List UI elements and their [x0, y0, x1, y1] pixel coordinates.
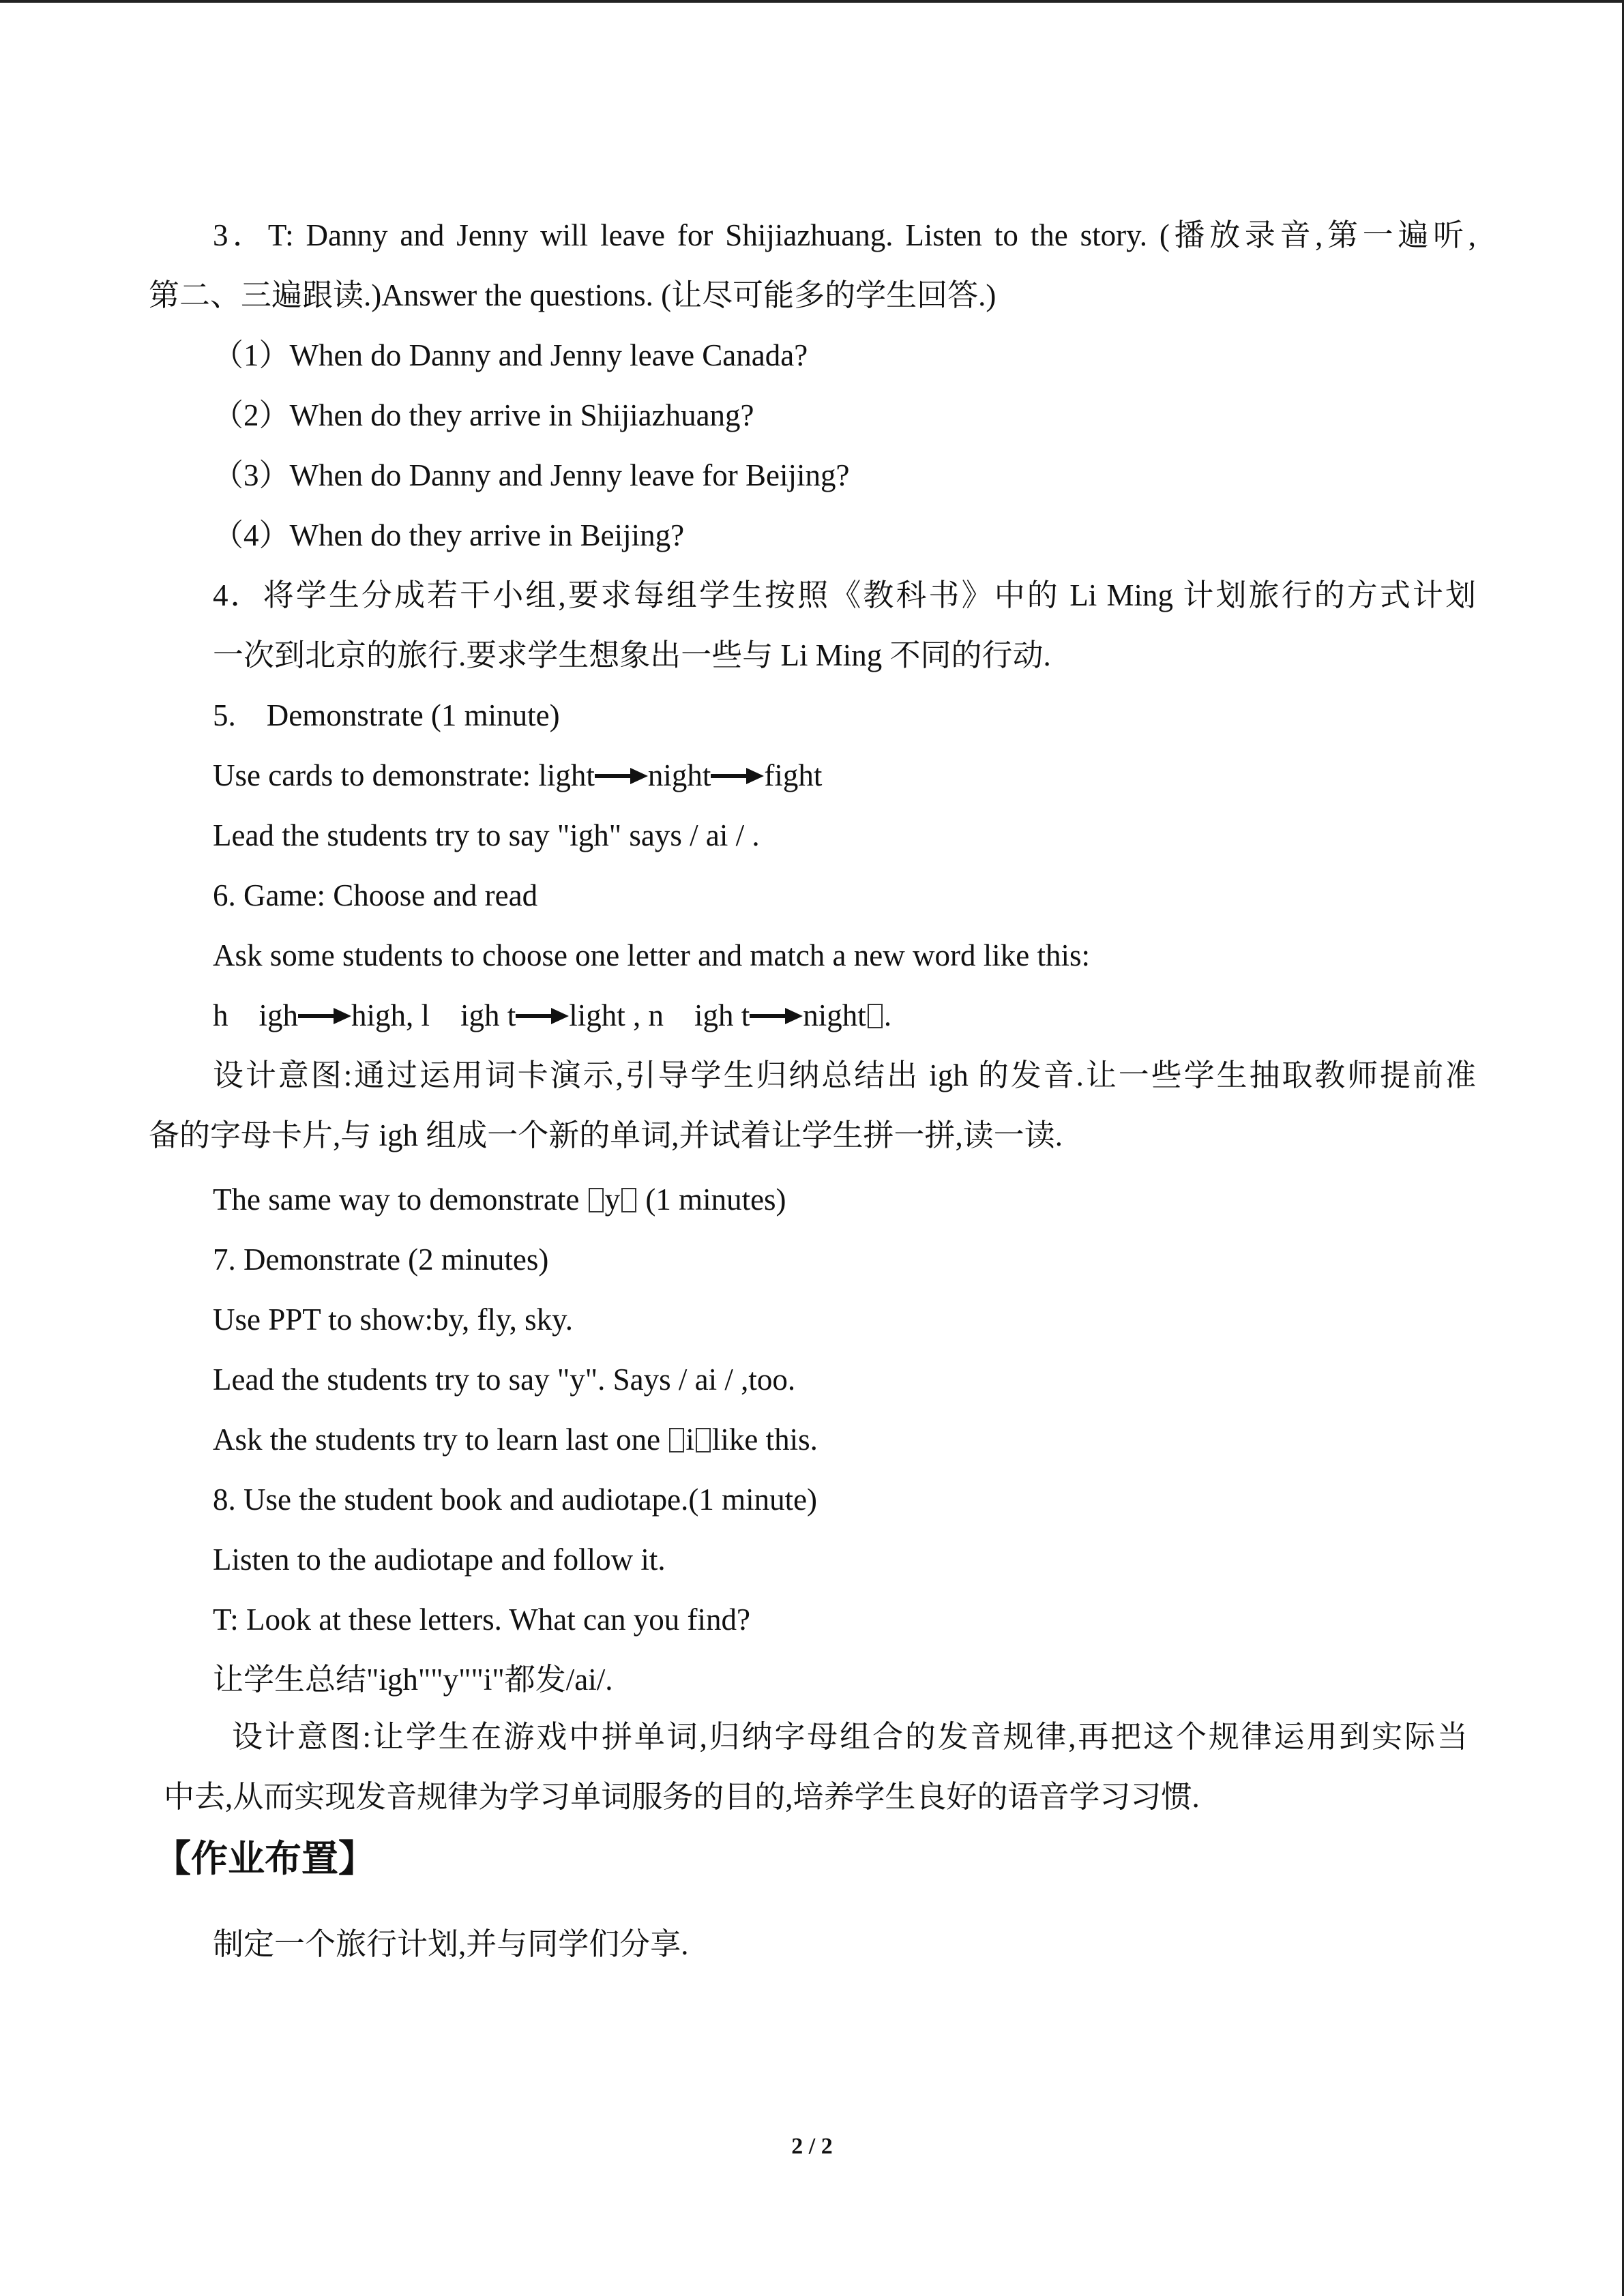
- step-8-title: 8. Use the student book and audiotape.(1 minute): [213, 1482, 818, 1517]
- step-6-title: 6. Game: Choose and read: [213, 878, 538, 912]
- question-2: （2）When do they arrive in Shijiazhuang?: [213, 398, 754, 432]
- page-number: 2 / 2: [791, 2134, 833, 2159]
- example-c-result: night: [803, 998, 866, 1032]
- question-1: （1）When do Danny and Jenny leave Canada?: [213, 338, 808, 372]
- paragraph-4-line-1: 4．将学生分成若干小组,要求每组学生按照《教科书》中的 Li Ming 计划旅行的方式计划: [213, 578, 1476, 612]
- missing-glyph-box: [696, 1428, 711, 1452]
- cards-word-3: fight: [764, 758, 823, 792]
- right-arrow-icon: [595, 768, 648, 784]
- question-3: （3）When do Danny and Jenny leave for Beijing?: [213, 458, 850, 492]
- example-a: h igh: [213, 998, 299, 1032]
- ask-prefix: Ask the students try to learn last one: [213, 1422, 668, 1457]
- design-intent-2-line-1: 设计意图:让学生在游戏中拼单词,归纳字母组合的发音规律,再把这个规律运用到实际当: [232, 1720, 1468, 1754]
- step-5-title: 5. Demonstrate (1 minute): [213, 698, 560, 732]
- step-7-lead: Lead the students try to say "y". Says / ai / ,too.: [213, 1362, 796, 1397]
- ask-suffix: like this.: [711, 1422, 818, 1457]
- step-8-listen: Listen to the audiotape and follow it.: [213, 1542, 666, 1577]
- step-8-question: T: Look at these letters. What can you find?: [213, 1602, 750, 1637]
- step-6-example-line: [213, 996, 891, 1035]
- right-arrow-icon: [711, 768, 764, 784]
- homework-text: 制定一个旅行计划,并与同学们分享.: [213, 1927, 689, 1961]
- right-arrow-icon: [516, 1008, 569, 1024]
- design-intent-2-line-2: 中去,从而实现发音规律为学习单词服务的目的,培养学生良好的语音学习习惯.: [164, 1780, 1200, 1814]
- cards-prefix: Use cards to demonstrate: light: [213, 758, 595, 792]
- paragraph-3-line-1: 3．T: Danny and Jenny will leave for Shijiazhuang. Listen to the story. (播放录音,第一遍听,: [213, 218, 1476, 252]
- step-7-ask-line: [213, 1420, 818, 1459]
- example-a-result: high, l igh t: [351, 998, 516, 1032]
- paragraph-3-line-2: 第二、三遍跟读.)Answer the questions. (让尽可能多的学生回答.): [149, 278, 996, 312]
- homework-heading: 【作业布置】: [154, 1837, 375, 1880]
- question-4: （4）When do they arrive in Beijing?: [213, 518, 685, 552]
- same-way-prefix: The same way to demonstrate: [213, 1182, 587, 1217]
- right-arrow-icon: [298, 1008, 351, 1024]
- step-5-lead: Lead the students try to say "igh" says / ai / .: [213, 818, 760, 852]
- same-way-suffix: (1 minutes): [638, 1182, 786, 1217]
- step-5-cards-line: [213, 756, 822, 795]
- same-way-letter: y: [604, 1182, 621, 1217]
- same-way-line: [213, 1180, 786, 1219]
- ask-letter: i: [685, 1422, 694, 1457]
- missing-glyph-box: [621, 1188, 636, 1212]
- design-intent-1-line-1: 设计意图:通过运用词卡演示,引导学生归纳总结出 igh 的发音.让一些学生抽取教师提前准: [213, 1058, 1476, 1092]
- example-b-result: light , n igh t: [569, 998, 750, 1032]
- step-8-summary: 让学生总结"igh""y""i"都发/ai/.: [213, 1663, 613, 1697]
- step-7-title: 7. Demonstrate (2 minutes): [213, 1242, 549, 1277]
- design-intent-1-line-2: 备的字母卡片,与 igh 组成一个新的单词,并试着让学生拼一拼,读一读.: [149, 1118, 1063, 1152]
- page-border-top: [0, 0, 1624, 3]
- right-arrow-icon: [750, 1008, 803, 1024]
- missing-glyph-box: [669, 1428, 684, 1452]
- missing-glyph-box: [589, 1188, 604, 1212]
- paragraph-4-line-2: 一次到北京的旅行.要求学生想象出一些与 Li Ming 不同的行动.: [213, 638, 1051, 672]
- missing-glyph-box: [868, 1004, 883, 1028]
- step-7-ppt: Use PPT to show:by, fly, sky.: [213, 1302, 573, 1337]
- example-end: .: [883, 998, 892, 1032]
- step-6-instruction: Ask some students to choose one letter and match a new word like this:: [213, 938, 1090, 972]
- cards-word-2: night: [647, 758, 711, 792]
